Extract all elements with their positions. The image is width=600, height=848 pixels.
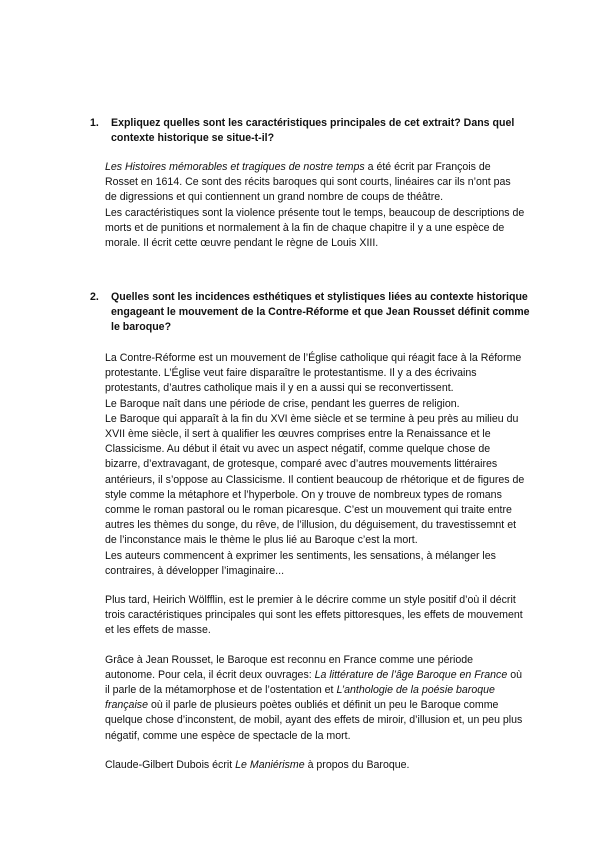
book-title-histoires: Les Histoires mémorables et tragiques de nostre temps [105,161,365,173]
answer-1 [105,160,525,251]
question-2-number: 2. [90,291,99,303]
answer-1-paragraph-1: Les Histoires mémorables et tragiques de nostre temps a été écrit par François de Rosset en 1614. Ce sont des récits baroques qui sont courts, linéaires car ils n’ont pas de digressions et qui contiennent un grand nombre de coups de théâtre. [105,161,511,204]
answer-2-paragraph-3: Le Baroque qui apparaît à la fin du XVI ème siècle et se termine à peu près au milieu du XVII ème siècle, il sert à qualifier les œuvres comprises entre la Renaissance et le Classicisme. Au début il était vu avec un aspect négatif, comme quelque chose de bizarre, d’extravagant, de grotesque, comparé avec d’autres mouvements littéraires antérieurs, il s’oppose au Classicisme. Il contient beaucoup de rhétorique et de figures de style comme la métaphore et l’hyperbole. On y trouve de nombreux types de romans comme le roman pastoral ou le roman picaresque. C’est un mouvement qui traite entre autres les thèmes du songe, du rêve, de l’illusion, du déguisement, du travestissemnt et de l’inconstance mais le thème le plus lié au Baroque c’est la mort. [105,412,525,547]
book-title-manierisme: Le Maniérisme [235,758,305,771]
question-1-number: 1. [90,117,99,129]
answer-2-paragraph-2: Le Baroque naît dans une période de crise, pendant les guerres de religion. [105,397,460,410]
book-title-anthologie: L’anthologie de la poésie baroque française [105,684,495,712]
answer-2-paragraph-7: Claude-Gilbert Dubois écrit Le Maniérisme à propos du Baroque. [105,758,410,771]
answer-2-paragraph-6: Grâce à Jean Rousset, le Baroque est reconnu en France comme une période autonome. Pour cela, il écrit deux ouvrages: La littérature de l’âge Baroque en France où il parle de la métamorphose et de l’ostentation et L’anthologie de la poésie baroque française où il parle de plusieurs poètes oubliés et définit un peu le Baroque comme quelque chose d’inconstent, de mobil, ayant des effets de miroir, d’illusion et, un peu plus négatif, comme une espèce de spectacle de la mort. [105,653,523,742]
book-title-litterature: La littérature de l’âge Baroque en France [314,668,508,681]
question-2-text: Quelles sont les incidences esthétiques et stylistiques liées au contexte historique engageant le mouvement de la Contre-Réforme et que Jean Rousset définit comme le baroque? [111,291,530,333]
answer-1-paragraph-2: Les caractéristiques sont la violence présente tout le temps, beaucoup de descriptions de morts et de punitions et normalement à la fin de chaque chapitre il y a une espèce de morale. Il écrit cette œuvre pendant le règne de Louis XIII. [105,206,525,250]
answer-2-paragraph-5: Plus tard, Heirich Wölfflin, est le premier à le décrire comme un style positif d’où il décrit trois caractéristiques principales qui sont les effets pittoresques, les effets de mouvement et les effets de masse. [105,594,523,637]
answer-2-paragraph-4: Les auteurs commencent à exprimer les sentiments, les sensations, à mélanger les contraires, à développer l’imaginaire... [105,549,496,577]
answer-2-paragraph-1: La Contre-Réforme est un mouvement de l’Église catholique qui réagit face à la Réforme protestante. L’Église veut faire disparaître le protestantisme. Il y a des écrivains protestants, d’autres catholique mais il y en a aussi qui se reconvertissent. [105,352,522,395]
answer-2 [105,351,525,773]
question-1-text: Expliquez quelles sont les caractéristiques principales de cet extrait? Dans quel contexte historique se situe-t-il? [111,117,515,144]
